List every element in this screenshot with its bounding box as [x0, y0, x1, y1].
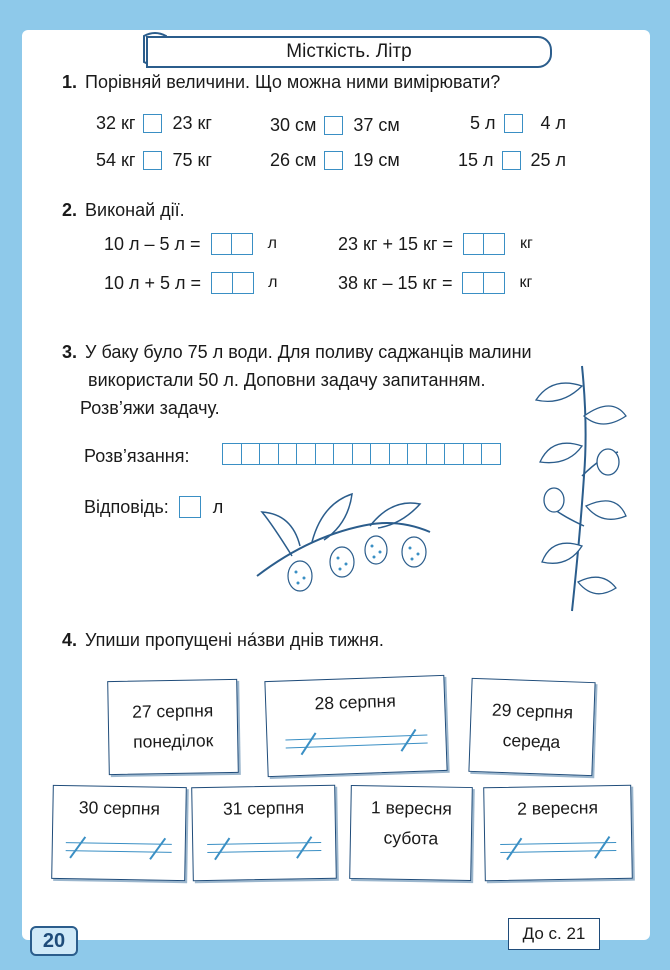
answer-cell[interactable]: [231, 233, 253, 255]
expression-text: 10 л + 5 л =: [104, 272, 202, 293]
card-date: 1 вересня: [370, 797, 452, 819]
unit: л: [267, 235, 277, 252]
day-card: [349, 785, 473, 881]
answer-cell[interactable]: [463, 233, 485, 255]
solution-cell[interactable]: [278, 443, 298, 465]
compare-box[interactable]: [324, 116, 343, 135]
compare-item: [270, 115, 400, 136]
compare-left: 26 см: [270, 150, 317, 170]
day-card: [51, 785, 187, 881]
raspberry-branch-illustration: [252, 484, 442, 594]
answer-row: [84, 496, 223, 518]
solution-cell[interactable]: [481, 443, 501, 465]
compare-right: 37 см: [353, 115, 400, 135]
task3-number: 3.: [62, 342, 78, 362]
compare-right: 19 см: [353, 150, 400, 170]
compare-item: [270, 150, 400, 171]
answer-cell[interactable]: [211, 272, 233, 294]
expression: [338, 233, 533, 255]
compare-box[interactable]: [324, 151, 343, 170]
unit: л: [268, 274, 278, 291]
line-mark: [214, 838, 230, 860]
compare-left: 5 л: [470, 113, 496, 133]
line-mark: [69, 836, 85, 858]
compare-box[interactable]: [143, 151, 162, 170]
task1-text: Порівняй величини. Що можна ними вимірювати?: [85, 72, 501, 92]
card-day: понеділок: [133, 730, 214, 752]
answer-cell[interactable]: [211, 233, 233, 255]
solution-cell[interactable]: [444, 443, 464, 465]
solution-cell[interactable]: [333, 443, 353, 465]
unit: кг: [519, 274, 533, 291]
solution-cell[interactable]: [426, 443, 446, 465]
compare-left: 54 кг: [96, 150, 136, 170]
task2-text: Виконай дії.: [85, 200, 185, 220]
raspberry-bush-illustration: [522, 356, 632, 616]
task4-heading: [62, 630, 384, 651]
answer-label: Відповідь:: [84, 496, 169, 517]
compare-right: 4 л: [540, 113, 567, 133]
expression-text: 38 кг – 15 кг =: [338, 272, 453, 293]
day-card: [483, 785, 633, 882]
card-date: 30 серпня: [78, 797, 161, 819]
card-date: 27 серпня: [131, 700, 214, 722]
answer-unit: л: [212, 496, 224, 517]
card-date: 28 серпня: [314, 690, 397, 714]
page-reference: До с. 21: [508, 918, 600, 950]
expression-text: 10 л – 5 л =: [104, 233, 201, 254]
line-mark: [301, 732, 316, 755]
card-date: 2 вересня: [516, 797, 599, 819]
task4-text: Упиши пропущені на́зви днів тижня.: [85, 630, 384, 650]
card-day: субота: [383, 827, 439, 849]
compare-item: [470, 113, 566, 134]
compare-box[interactable]: [504, 114, 523, 133]
solution-cell[interactable]: [352, 443, 372, 465]
day-card: [191, 785, 337, 881]
task3-text-1: У баку було 75 л води. Для поливу саджанців малини: [85, 342, 532, 362]
compare-left: 15 л: [458, 150, 494, 170]
card-day: середа: [502, 729, 561, 752]
compare-box[interactable]: [502, 151, 521, 170]
solution-cell[interactable]: [296, 443, 316, 465]
answer-cell[interactable]: [462, 272, 484, 294]
line-mark: [296, 836, 312, 858]
task3-line2: використали 50 л. Доповни задачу запитанням.: [88, 370, 486, 390]
solution-cells: [222, 443, 500, 465]
day-card: [468, 678, 595, 776]
unit: кг: [519, 235, 533, 252]
solution-cell[interactable]: [222, 443, 242, 465]
line-mark: [594, 836, 610, 858]
expression: [104, 233, 277, 255]
task1-number: 1.: [62, 72, 78, 92]
solution-cell[interactable]: [315, 443, 335, 465]
line-mark: [506, 838, 522, 860]
answer-cell[interactable]: [483, 233, 505, 255]
page-title: [146, 36, 552, 68]
task2-number: 2.: [62, 200, 78, 220]
answer-cell[interactable]: [232, 272, 254, 294]
expression-text: 23 кг + 15 кг =: [338, 233, 453, 254]
expression: [338, 272, 532, 294]
solution-cell[interactable]: [407, 443, 427, 465]
answer-cell[interactable]: [483, 272, 505, 294]
compare-box[interactable]: [143, 114, 162, 133]
solution-cell[interactable]: [463, 443, 483, 465]
compare-item: [96, 150, 212, 171]
compare-left: 32 кг: [96, 113, 136, 133]
solution-cell[interactable]: [389, 443, 409, 465]
solution-cell[interactable]: [259, 443, 279, 465]
answer-line[interactable]: [208, 850, 322, 853]
solution-cell[interactable]: [241, 443, 261, 465]
solution-label: Розв’язання:: [84, 446, 190, 466]
page-title-text: Місткість. Літр: [286, 41, 412, 62]
solution-cell[interactable]: [370, 443, 390, 465]
card-date: 31 серпня: [222, 797, 305, 819]
day-card: [264, 675, 447, 777]
expression: [104, 272, 277, 294]
compare-item: [96, 113, 212, 134]
day-card: [107, 679, 239, 775]
task4-number: 4.: [62, 630, 78, 650]
card-date: 29 серпня: [491, 699, 574, 723]
line-mark: [401, 729, 416, 752]
answer-box[interactable]: [179, 496, 201, 518]
task2-heading: [62, 200, 185, 221]
task3-line1: [62, 342, 532, 363]
compare-left: 30 см: [270, 115, 317, 135]
compare-right: 25 л: [530, 150, 567, 170]
compare-right: 23 кг: [172, 113, 212, 133]
compare-right: 75 кг: [172, 150, 212, 170]
compare-item: [458, 150, 566, 171]
line-mark: [149, 838, 165, 860]
task3-line3: Розв’яжи задачу.: [80, 398, 220, 418]
page-number: 20: [30, 926, 78, 956]
task1-heading: [62, 72, 500, 93]
